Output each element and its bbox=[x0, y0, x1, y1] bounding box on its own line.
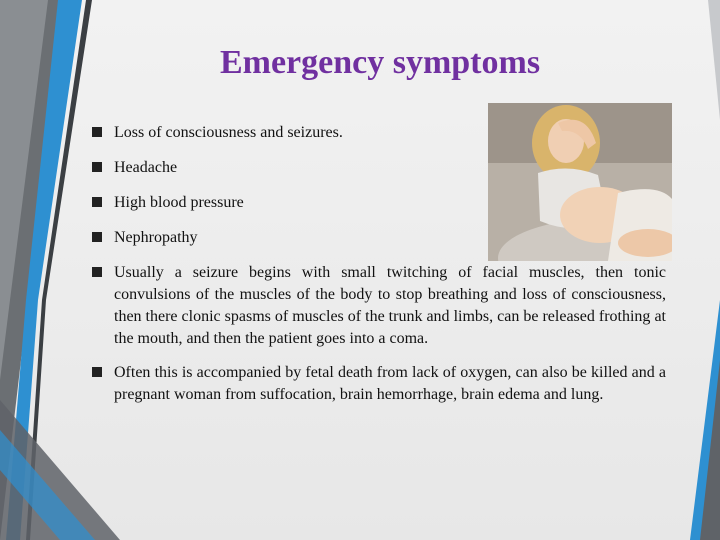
list-item-text: Headache bbox=[114, 159, 178, 176]
square-bullet-icon bbox=[92, 197, 102, 207]
list-item bbox=[92, 362, 666, 406]
list-item-text: High blood pressure bbox=[114, 194, 244, 211]
square-bullet-icon bbox=[92, 367, 102, 377]
square-bullet-icon bbox=[92, 232, 102, 242]
list-item-text: Nephropathy bbox=[114, 229, 198, 246]
list-item-text: Loss of consciousness and seizures. bbox=[114, 124, 343, 141]
square-bullet-icon bbox=[92, 162, 102, 172]
list-item bbox=[92, 122, 666, 144]
list-item bbox=[92, 262, 666, 350]
symptom-list bbox=[92, 122, 666, 406]
slide-title: Emergency symptoms bbox=[219, 44, 541, 81]
square-bullet-icon bbox=[92, 127, 102, 137]
list-item-text: Often this is accompanied by fetal death from lack of oxygen, can also be killed and a pregnant woman from suffocation, brain hemorrhage, brain edema and lung. bbox=[114, 364, 666, 403]
list-item bbox=[92, 157, 666, 179]
list-item bbox=[92, 192, 666, 214]
right-accent-top bbox=[708, 0, 720, 120]
list-item-text: Usually a seizure begins with small twitching of facial muscles, then tonic convulsions of the muscles of the body to stop breathing and loss of consciousness, then there clonic spasms of muscles of the trunk and limbs, can be released frothing at the mouth, and then the patient goes into a coma. bbox=[114, 264, 666, 347]
list-item bbox=[92, 227, 666, 249]
square-bullet-icon bbox=[92, 267, 102, 277]
